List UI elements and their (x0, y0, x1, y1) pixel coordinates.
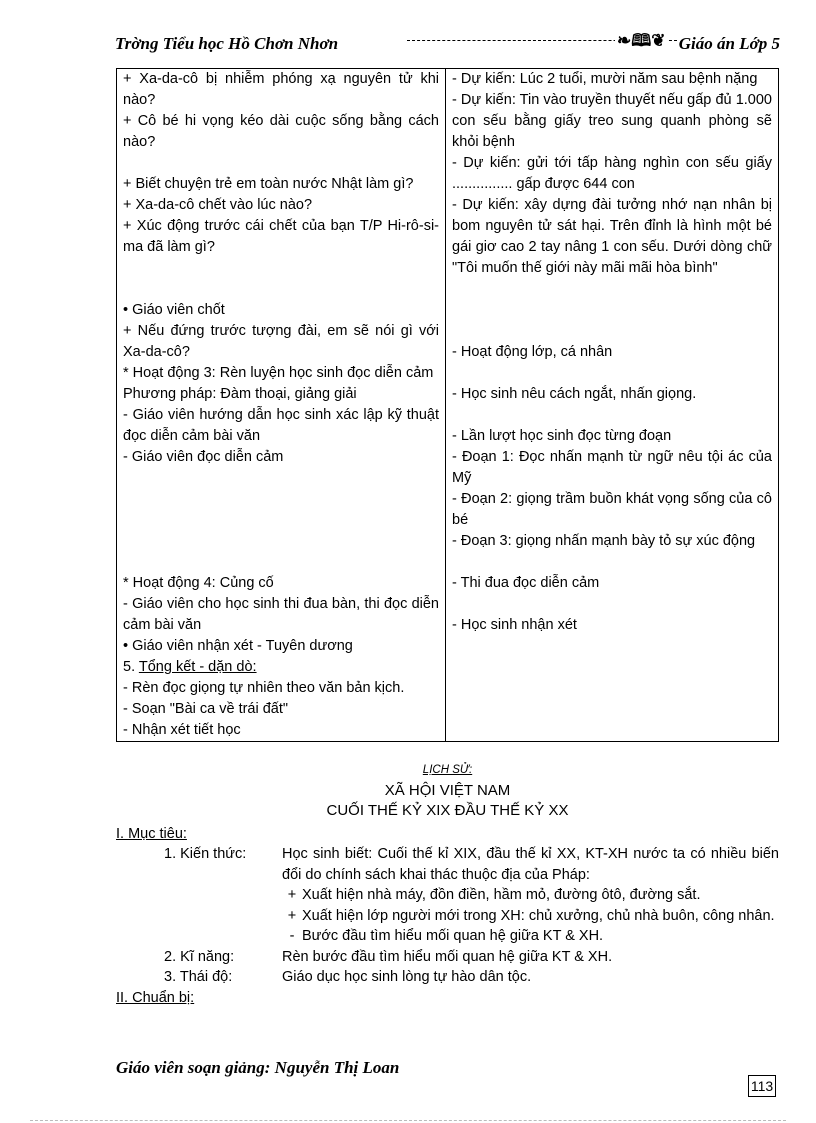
objective-key: 2. Kĩ năng: (164, 948, 235, 965)
question-line: + Xúc động trước cái chết của bạn T/P Hi-rô-si-ma đã làm gì? (123, 218, 439, 255)
homework-line: - Nhận xét tiết học (123, 722, 241, 738)
method-line: Phương pháp: Đàm thoại, giảng giải (123, 386, 357, 402)
school-name: Trờng Tiểu học Hồ Chơn Nhơn (115, 34, 339, 53)
list-item: + Xuất hiện nhà máy, đồn điền, hầm mỏ, đường ôtô, đường sắt. (287, 887, 701, 903)
attitude-objective (116, 967, 779, 988)
activity-heading: * Hoạt động 3: Rèn luyện học sinh đọc diễn cảm (123, 365, 434, 381)
teacher-step: - Giáo viên cho học sinh thi đua bàn, thi đọc diễn cảm bài văn (123, 596, 439, 633)
objective-text: Rèn bước đầu tìm hiểu mối quan hệ giữa KT & XH. (282, 948, 613, 965)
summary-heading-text: Tổng kết - dặn dò: (138, 659, 257, 675)
student-activity: - Lần lượt học sinh đọc từng đoạn (452, 428, 672, 444)
skill-objective (116, 947, 779, 968)
page-number: 113 (748, 1075, 776, 1097)
teacher-signature: Giáo viên soạn giảng: Nguyễn Thị Loan (116, 1058, 400, 1077)
expected-answer: - Dự kiến: Lúc 2 tuổi, mười năm sau bệnh nặng (452, 71, 758, 87)
objective-key: 1. Kiến thức: (164, 846, 247, 862)
expected-answer: - Dự kiến: Tin vào truyền thuyết nếu gấp đủ 1.000 con sếu bằng giấy treo sung quanh phòng sẽ khỏi bệnh (452, 92, 772, 150)
subject-label: LỊCH SỬ: (422, 764, 473, 776)
teacher-activities-cell (117, 69, 446, 742)
student-activities-cell (446, 69, 779, 742)
objective-text: Học sinh biết: Cuối thế kỉ XIX, đầu thế kỉ XX, KT-XH nước ta có nhiều biến đổi do chính sách khai thác thuộc địa của Pháp: (282, 846, 779, 883)
homework-line: - Rèn đọc giọng tự nhiên theo văn bản kịch. (123, 680, 405, 696)
question-line: + Xa-da-cô chết vào lúc nào? (123, 197, 313, 213)
expected-answer: - Dự kiến: gửi tới tấp hàng nghìn con sếu giấy ............... gấp được 644 con (452, 155, 772, 192)
summary-heading: 5. Tổng kết - dặn dò: (123, 659, 257, 675)
book-ornament-icon: ❧🕮❦ (615, 28, 668, 57)
lesson-subtitle: CUỐI THẾ KỶ XIX ĐẦU THẾ KỶ XX (326, 802, 569, 819)
teacher-step: - Giáo viên hướng dẫn học sinh xác lập kỹ thuật đọc diễn cảm bài văn (123, 407, 439, 444)
teacher-conclusion: • Giáo viên chốt (123, 302, 225, 318)
history-lesson (116, 760, 779, 1008)
knowledge-objective (116, 844, 779, 947)
preparation-heading: II. Chuẩn bị: (116, 989, 195, 1006)
bottom-divider (30, 1120, 786, 1121)
student-activity: - Hoạt động lớp, cá nhân (452, 344, 613, 360)
objective-key: 3. Thái độ: (164, 969, 233, 985)
student-activity: - Học sinh nêu cách ngắt, nhấn giọng. (452, 386, 697, 402)
question-line: + Nếu đứng trước tượng đài, em sẽ nói gì với Xa-da-cô? (123, 323, 439, 360)
lesson-plan-label: Giáo án Lớp 5 (678, 34, 780, 53)
lesson-title: XÃ HỘI VIỆT NAM (384, 781, 511, 799)
activity-heading: * Hoạt động 4: Củng cố (123, 575, 274, 591)
student-activity: - Đoạn 1: Đọc nhấn mạnh từ ngữ nêu tội ác của Mỹ (452, 449, 772, 486)
teacher-step: - Giáo viên đọc diễn cảm (123, 449, 284, 465)
homework-line: - Soạn "Bài ca về trái đất" (123, 701, 289, 717)
expected-answer: - Dự kiến: xây dựng đài tưởng nhớ nạn nhân bị bom nguyên tử sát hại. Trên đỉnh là hình một bé gái giơ cao 2 tay nâng 1 con sếu. Dưới dòng chữ "Tôi muốn thế giới này mãi mãi hòa bình" (452, 197, 772, 276)
student-activity: - Đoạn 3: giọng nhấn mạnh bày tỏ sự xúc động (452, 533, 756, 549)
objectives-heading: I. Mục tiêu: (116, 825, 187, 842)
objective-text: Giáo dục học sinh lòng tự hào dân tộc. (282, 969, 532, 985)
question-line: + Cô bé hi vọng kéo dài cuộc sống bằng cách nào? (123, 113, 439, 150)
teacher-step: • Giáo viên nhận xét - Tuyên dương (123, 638, 353, 654)
page-header (115, 28, 780, 58)
table-row (117, 69, 779, 742)
lesson-activity-table (116, 68, 779, 742)
question-line: + Xa-da-cô bị nhiễm phóng xạ nguyên tử khi nào? (123, 71, 439, 108)
student-activity: - Thi đua đọc diễn cảm (452, 575, 600, 591)
list-item: - Bước đầu tìm hiểu mối quan hệ giữa KT & XH. (289, 928, 604, 944)
student-activity: - Học sinh nhận xét (452, 617, 577, 633)
question-line: + Biết chuyện trẻ em toàn nước Nhật làm gì? (123, 176, 414, 192)
list-item: + Xuất hiện lớp người mới trong XH: chủ xưởng, chủ nhà buôn, công nhân. (287, 907, 775, 924)
student-activity: - Đoạn 2: giọng trầm buồn khát vọng sống của cô bé (452, 491, 772, 528)
